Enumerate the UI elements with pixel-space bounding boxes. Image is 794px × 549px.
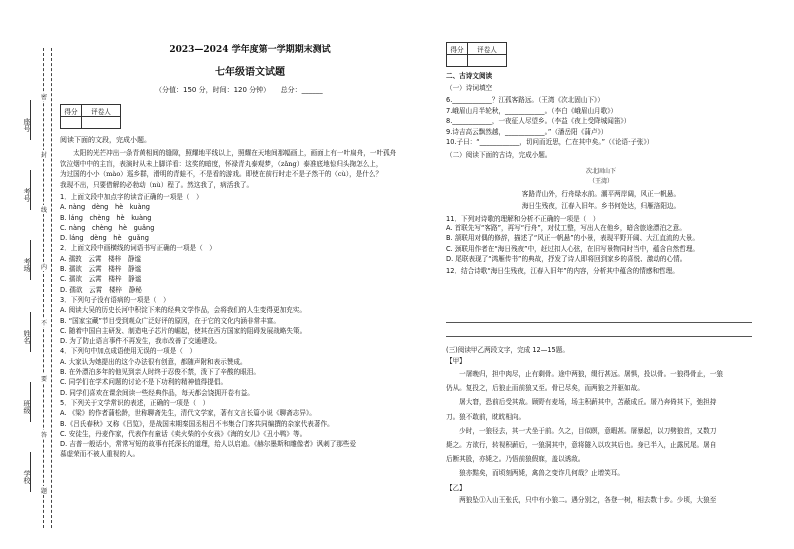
passage-line: 刀。狼不敢前，眈眈相向。: [446, 412, 526, 421]
question-line: A. 《梁》的作者蒲松龄，世称聊斋先生，清代文学家，著有文言长篇小说《聊斋志异》。: [60, 409, 316, 418]
passage-line: 为过国的小小（mào）巡乡群，滑明的青蛙不，不是看的游戏。即使在前行时走不是子然干的（cù），是什么？: [60, 170, 383, 178]
passage-line: 我现不出，只要借解的必勃动（nù）程了。然这我了，病活我了。: [60, 180, 254, 189]
question-line: D. 同学们喜欢在课余间读一些经典作品，每天都会饶拥开卷有益。: [60, 388, 254, 397]
reading-3: [446, 346, 756, 506]
question-line: B. 孺欲 云霄 楼梓 静谧: [60, 265, 142, 274]
sub-heading-1: （一）诗词填空: [446, 84, 493, 92]
poem-body: [446, 188, 756, 212]
seal-char: 要: [41, 376, 48, 383]
question-list: [60, 192, 400, 460]
side-fill-line: [30, 100, 31, 140]
seal-char: 题: [41, 488, 48, 495]
answer-line[interactable]: [446, 322, 752, 323]
side-fill-line: [30, 240, 31, 280]
option-line: B. 颔联用对偶的修辞，描述了“风正一帆悬”的小景，表现平野开阔、大江直流的大景。: [446, 234, 699, 242]
passage-jia: [446, 367, 756, 481]
fill-blank-line: 8.____________，一夜征人尽望乡。（李益《夜上受降城闻笛》）: [446, 117, 631, 125]
side-fill-line: [30, 382, 31, 422]
side-label-name: 姓名: [23, 330, 31, 344]
sub-heading-3: (三)阅读甲乙两段文字，完成 12—15题。: [446, 346, 569, 354]
passage-jia-label: 【甲】: [446, 357, 466, 365]
poem-line: 客路青山外，行舟绿水前。潮平两岸阔，风正一帆悬。: [521, 189, 681, 198]
seal-line-outer: [43, 48, 44, 528]
question-line: A. 孺敦 云霄 楼梓 静谧: [60, 254, 142, 263]
poem-author: （王湾）: [588, 177, 613, 185]
passage-line: 狼亦黠矣，而顷刻两毙，禽兽之变诈几何哉？止增笑耳。: [446, 469, 625, 478]
passage-line: 屠大窘，恐前后受其敌。顾野有麦场，场主积薪其中，苫蔽成丘。屠乃奔倚其下，弛担持: [446, 398, 717, 407]
question-line: C. 安徒生，丹麦作家，代表作有童话《卖火柴的小女孩》《海的女儿》《丑小鸭》等。: [60, 429, 307, 438]
option-line: C. 颈联用作者在“海日残夜”中，赶过扣人心弦，在旧写景物同时当中，蕴含自然哲理。: [446, 244, 700, 253]
fill-blank-list: [446, 95, 756, 148]
side-fill-line: [30, 170, 31, 210]
question-line: A. 大家认为她提出的这个办法很有创意，都随声附和表示赞成。: [60, 357, 247, 366]
grader-cell-label: 评卷人: [468, 43, 507, 55]
reading-intro: 阅读下面的文段，完成小题。: [60, 136, 151, 144]
question-line: B.《吕氏春秋》又称《吕览》，是战国末期秦国丞相吕不韦集合门客共同编撰的杂家代表著作。: [60, 419, 334, 428]
score-table-right: [446, 42, 507, 67]
passage-line: 少时，一狼径去，其一犬坐于前。久之，目似瞑，意暇甚。屠暴起，以刀劈狼首，又数刀: [446, 426, 717, 435]
sub-heading-2: （二）阅读下面的古诗，完成小题。: [446, 150, 552, 159]
passage-line: 两狼坠①入山王张氏，只中有小狼二。遇分别之，各登一树，相去数十步。少顷，大狼至: [446, 495, 717, 504]
passage-yi: [446, 494, 756, 506]
seal-char: 答: [41, 432, 48, 439]
side-fill-line: [30, 312, 31, 352]
exam-subtitle: 七年级语文试题: [215, 67, 285, 78]
question-11: 11．下列对诗歌的理解和分析不正确的一项是（ ）: [446, 214, 600, 223]
seal-char: 内: [41, 264, 48, 271]
side-label-class: 班级: [23, 400, 31, 414]
grader-input-cell[interactable]: [468, 55, 507, 67]
question-line: 2．上面文段中画横线的词语书写正确的一项是（ ）: [60, 244, 216, 253]
option-line: D. 尾联表现了“鸿雁传书”的典故，抒发了诗人即将回到家乡的喜悦、激动的心情。: [446, 255, 687, 263]
passage-line: 后断其股，亦毙之。乃悟前狼假寐，盖以诱敌。: [446, 455, 585, 464]
passage-line: 毙之。方欲行，转视积薪后，一狼洞其中，意将隧入以攻其后也。身已半入，止露尻尾。屠自: [446, 441, 717, 450]
question-12: 12．结合诗歌“海日生残夜，江春入旧年”的内容，分析其中蕴含的情感和哲理。: [446, 266, 679, 275]
side-fill-line: [30, 452, 31, 492]
question-line: D. 为了防止语言事件不再发生，我市改善了交通建设。: [60, 337, 221, 346]
seal-char: 线: [41, 207, 48, 214]
exam-title: 2023—2024 学年度第一学期期末测试: [169, 45, 331, 55]
fill-blank-line: 7.峨眉山月半轮秋，____________。（李白《峨眉山月歌》）: [446, 106, 618, 115]
poem-title: 次北固山下: [585, 167, 616, 175]
question-11-options: [446, 223, 756, 265]
score-cell-label: 得分: [61, 105, 82, 117]
question-line: 4．下列句中加点成语使用无误的一项是（ ）: [60, 347, 197, 356]
question-line: 5．下列关于文学常识的表述，正确的一项是（ ）: [60, 398, 210, 407]
passage-line: 仍从。复投之，后狼止而前狼又至。骨已尽矣，而两狼之并驱如故。: [446, 384, 644, 393]
section-2-heading: 二、古诗文阅读: [446, 72, 493, 80]
question-line: C. 随着中国自主研发、制造电子芯片的崛起，使其在西方国家的阻碍发展战略失策。: [60, 326, 307, 335]
side-label-seat: 座号: [23, 118, 31, 132]
exam-info: （分值：150 分，时间：120 分钟） 总分：______: [155, 86, 323, 94]
question-line: D. láng dèng hè guǎng: [60, 234, 149, 243]
seal-char: 密: [41, 94, 48, 101]
question-line: C. nàng chèng hè guǎng: [60, 223, 155, 232]
passage-line: 太阳的光芒冲出一条青黄相间的缝隙，照耀地平线以上，照耀在天地间那幅画上，画面上有一叶扁舟，一叶孤舟: [60, 149, 397, 157]
question-line: D. 孺欲 云霄 楼梓 静秘: [60, 285, 142, 294]
question-line: 慕虚荣而不被人重视的人。: [60, 450, 140, 459]
answer-line[interactable]: [446, 336, 752, 337]
passage-line: 一屠晚归，担中肉尽，止有剩骨。途中两狼，缀行甚远。屠惧，投以骨。一狼得骨止，一狼: [446, 370, 723, 378]
score-table-left: [60, 104, 121, 129]
question-line: C. 同学们在学术问题的讨论不是下功利的精神值得提倡。: [60, 378, 228, 387]
side-label-exam-no: 考号: [23, 188, 31, 202]
question-line: A. 阅读大吴的历史长河中积淀下来的经典文学作品，会将我们的人生变得更加充实。: [60, 306, 306, 315]
poem-line: 海日生残夜，江春入旧年。乡书何处达，归雁洛阳边。: [521, 201, 681, 210]
side-label-room: 考场: [23, 258, 31, 272]
grader-input-cell[interactable]: [82, 117, 121, 129]
seal-char: 不: [41, 320, 48, 327]
left-column: [60, 136, 400, 460]
passage-yi-label: 【乙】: [446, 483, 466, 492]
score-input-cell[interactable]: [447, 55, 468, 67]
seal-char: 封: [41, 152, 48, 159]
passage-line: 饮泣烟中中的主盲，表演时从未上脚详看：这奖的暗度，怀禄青丸泰观梦，（zǎng）泰准底地惊归头掬怎么上，: [60, 159, 383, 168]
score-cell-label: 得分: [447, 43, 468, 55]
side-label-school: 学校: [23, 470, 31, 484]
question-line: B. láng chèng hè kuàng: [60, 213, 152, 222]
score-input-cell[interactable]: [61, 117, 82, 129]
question-line: C. 孺欲 云霄 楼梓 静谧: [60, 275, 142, 284]
question-line: 3．下列句子没有语病的一项是（ ）: [60, 295, 170, 304]
question-line: 1．上面文段中加点字的读音正确的一项是（ ）: [60, 193, 203, 201]
question-line: B. 在外漂泊多年的他见到亲人时终于忍俊不禁，泼下了辛酸的眼泪。: [60, 368, 260, 377]
fill-blank-line: 9.诗吉高云飘然越，____________。”（潘岳阳《蒲卢》）: [446, 127, 608, 136]
option-line: A. 首联先写“客路”，再写“行舟”，对仗工整，写出人在他乡，暗含旅途漂泊之意。: [446, 223, 686, 232]
question-line: A. nàng dèng hè kuàng: [60, 203, 150, 212]
fill-blank-line: 6.____________？江孤客路远。（王湾《次北固山下》）: [446, 96, 604, 104]
reading-passage: [60, 148, 400, 190]
right-column: [446, 72, 756, 275]
question-line: B. “国家宝藏”节目受到观众广泛好评的原因，在于它的文化内涵非常丰富。: [60, 316, 280, 325]
grader-cell-label: 评卷人: [82, 105, 121, 117]
seal-line-inner: [51, 48, 52, 528]
fill-blank-line: 10.子曰：“____________，切问而近思，仁在其中矣。”（《论语·子张》）: [446, 138, 654, 146]
question-line: D. 吉普一般话小，常常写短的故事有托深长的道理，给人以启迪。《赫尔墨斯和雕像者》讽刺了那些爱: [60, 440, 357, 449]
